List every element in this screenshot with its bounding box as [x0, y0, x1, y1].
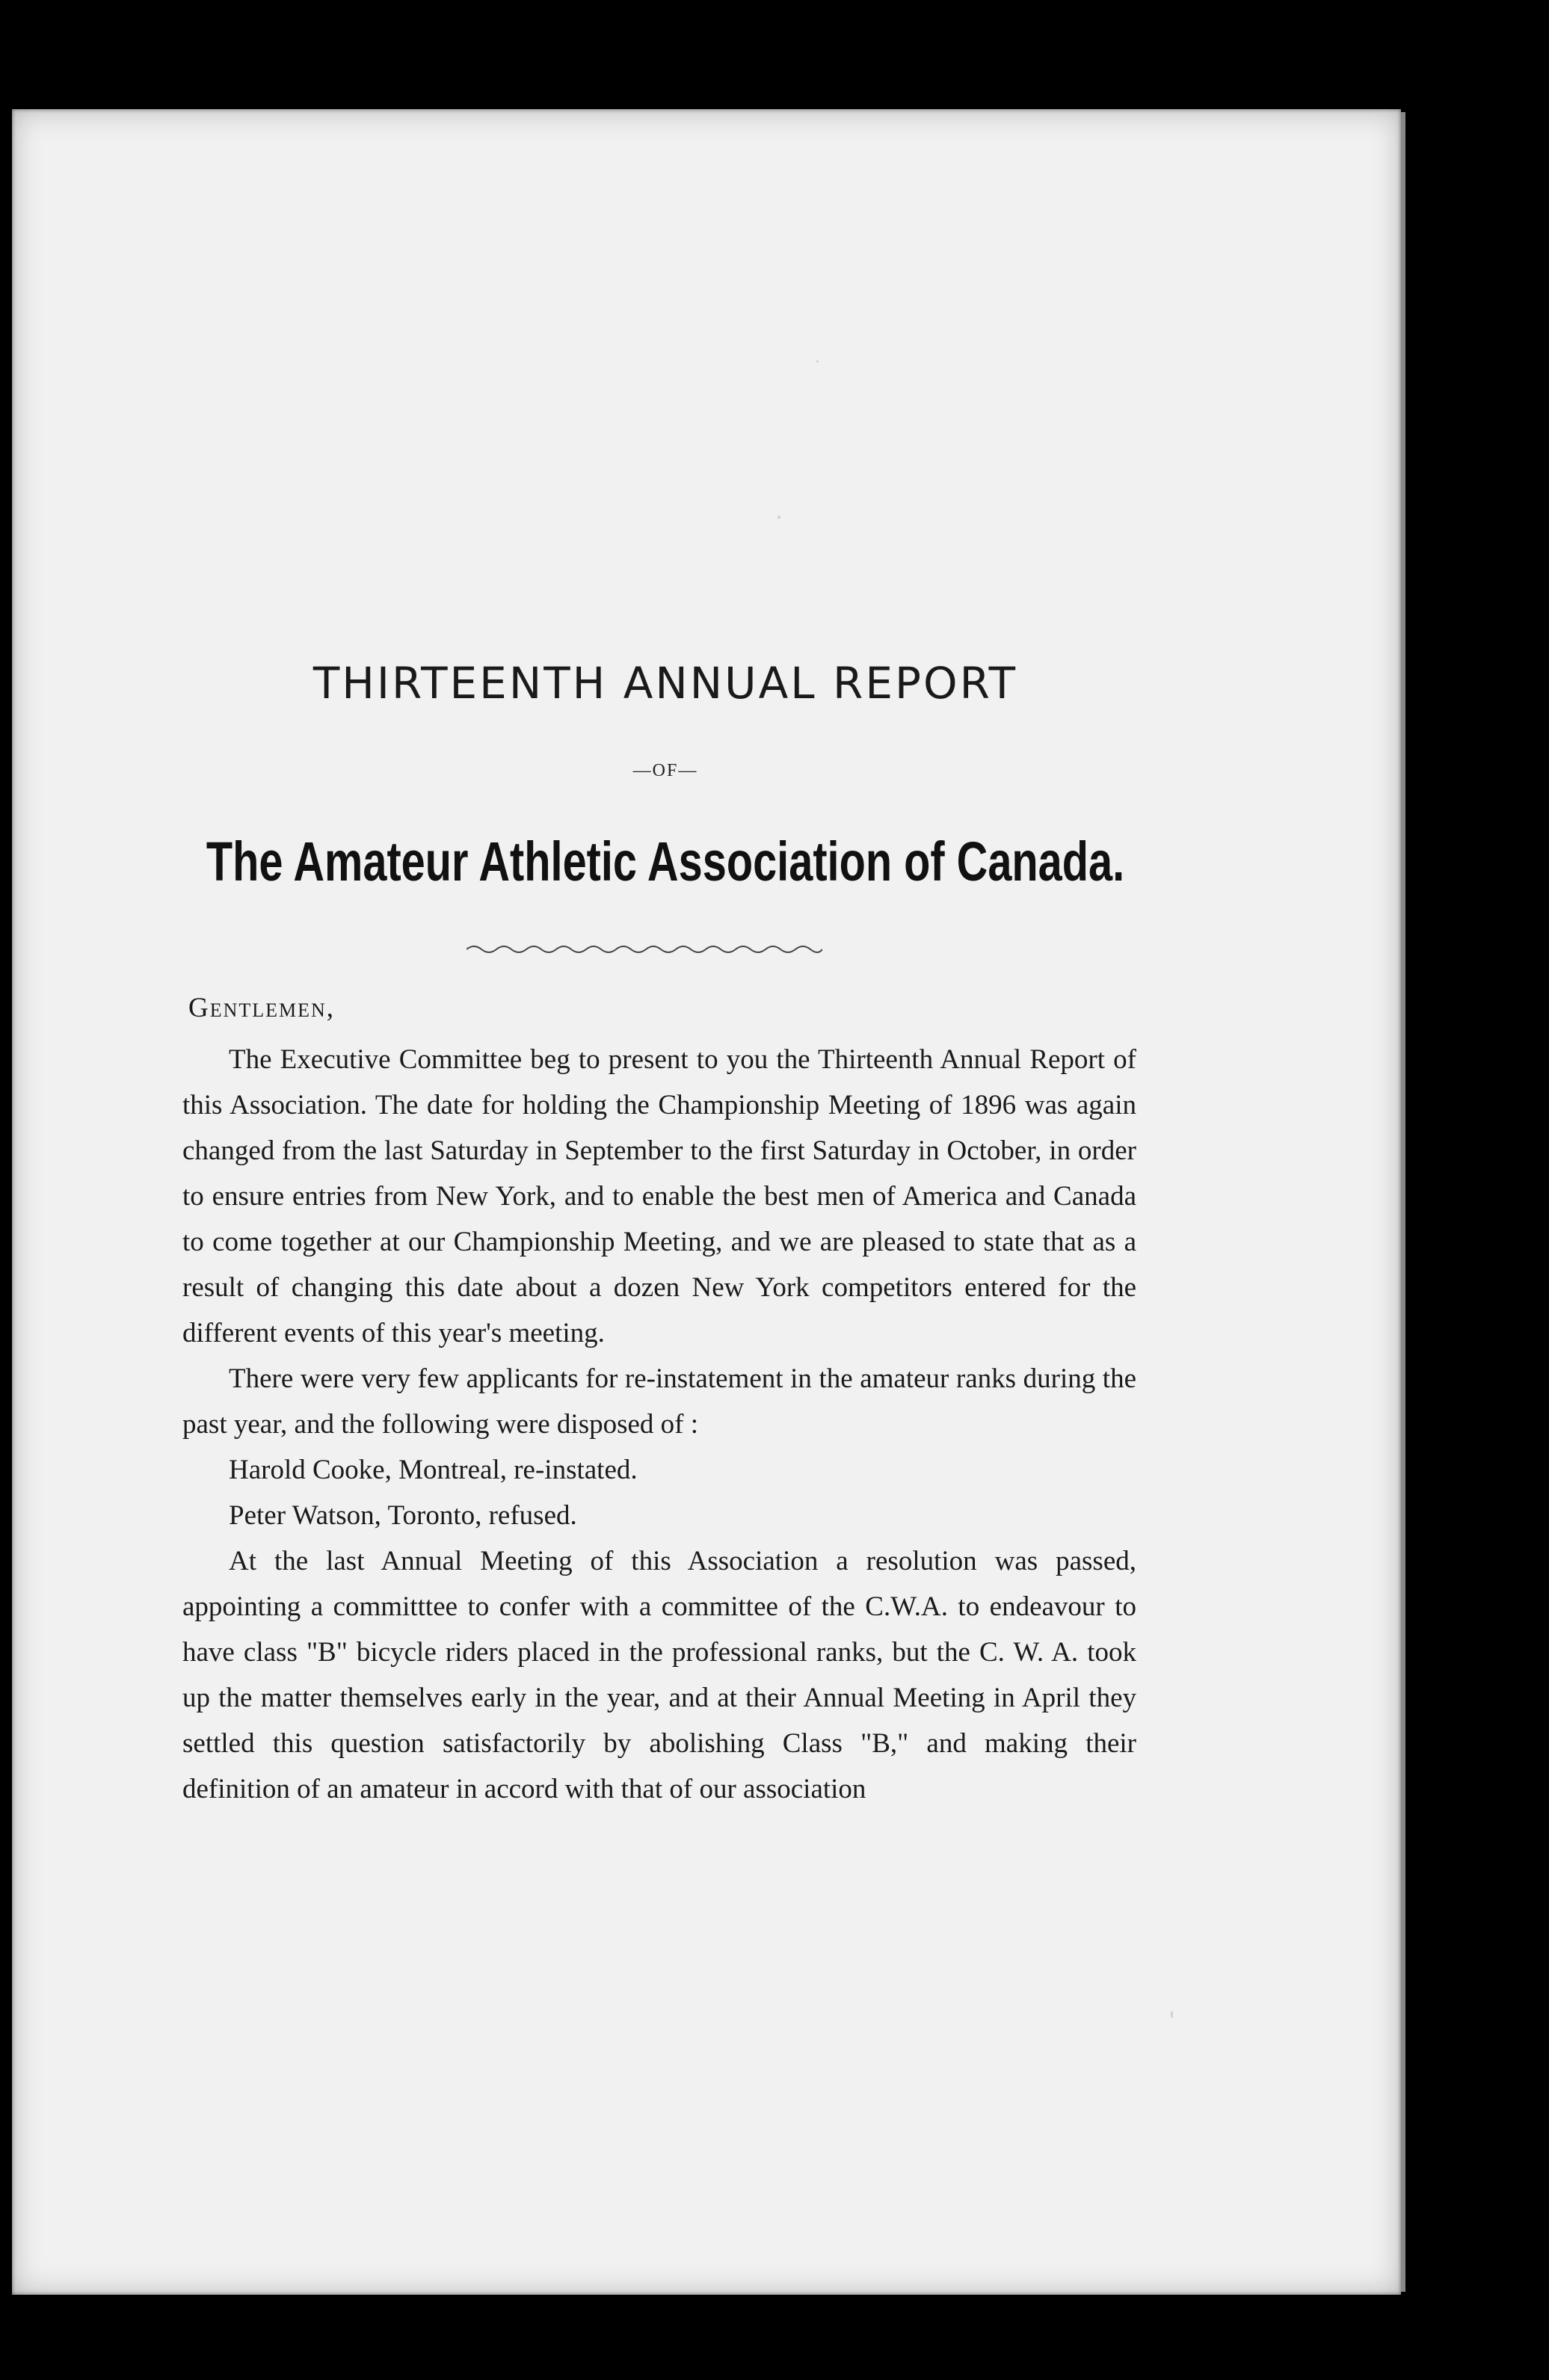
paragraph-intro: The Executive Committee beg to present to you the Thirteenth Annual Report of this Association. The date for holding the Championship Meeting of 1896 was again changed from the last Saturday in September to the first Saturday in October, in order to ensure entries from New York, and to enable the best men of America and Canada to come together at our Championship Meeting, and we are pleased to state that as a result of changing this date about a dozen New York competitors entered for the different events of this year's meeting.	[182, 1044, 1136, 1348]
salutation: Gentlemen,	[188, 993, 336, 1023]
report-title: THIRTEENTH ANNUAL REPORT	[312, 658, 1018, 709]
paper-speck	[777, 516, 780, 519]
page-edge	[1401, 112, 1405, 2292]
decision-item: Harold Cooke, Montreal, re-instated.	[229, 1455, 638, 1485]
paragraph-cwa: At the last Annual Meeting of this Association a resolution was passed, appointing a committtee to confer with a committee of the C.W.A. to endeavour to have class "B" bicycle riders placed in the professional ranks, but the C. W. A. took up the matter themselves early in the year, and at their Annual Meeting in April they settled this question satisfactorily by abolishing Class "B," and making their definition of an amateur in accord with that of our association	[182, 1546, 1136, 1804]
paper-speck	[1171, 2011, 1173, 2018]
paragraph-reinstatement: There were very few applicants for re-instatement in the amateur ranks during the past year, and the following were disposed of :	[182, 1363, 1136, 1440]
paper-speck	[816, 360, 819, 363]
decision-item: Peter Watson, Toronto, refused.	[229, 1500, 577, 1531]
of-separator: —OF—	[632, 761, 698, 780]
report-body	[182, 985, 1136, 1812]
wavy-rule-ornament	[466, 940, 822, 955]
association-heading: The Amateur Athletic Association of Canada.	[206, 830, 1125, 892]
